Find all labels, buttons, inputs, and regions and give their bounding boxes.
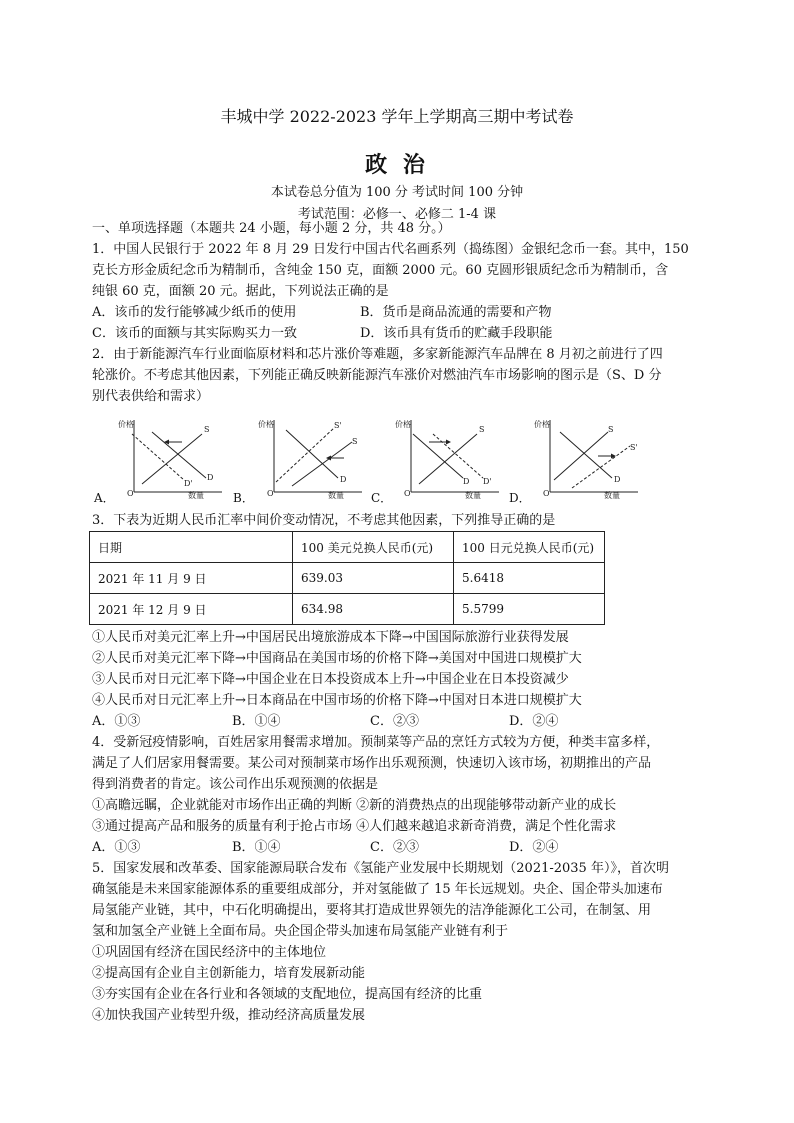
origin-label: O (127, 489, 134, 498)
q1-option-a: A．该币的发行能够减少纸币的使用 (92, 305, 297, 320)
q3-statement-4: ④人民币对日元汇率上升→日本商品在中国市场的价格下降→中国对日本进口规模扩大 (92, 693, 582, 708)
origin-label: O (267, 489, 274, 498)
q1-stem-line-1: 1．中国人民银行于 2022 年 8 月 29 日发行中国古代名画系列（捣练图）金银纪念币一套。其中，150 (92, 242, 689, 257)
q1-option-c: C．该币的面额与其实际购买力一致 (92, 326, 297, 341)
shift-arrowhead (446, 440, 451, 445)
q3-option-b: B．①④ (232, 714, 281, 729)
supply-curve-s-prime (572, 446, 630, 488)
q4-statement-3-4: ③通过提高产品和服务的质量有利于抢占市场 ④人们越来越追求新奇消费，满足个性化需求 (92, 819, 617, 834)
q4-option-d: D．②④ (509, 840, 559, 855)
supply-curve-s-prime (276, 428, 334, 482)
s-label: S (479, 425, 485, 434)
s-prime-label: S' (630, 443, 638, 452)
q4-statement-1-2: ①高瞻远瞩，企业就能对市场作出正确的判断 ②新的消费热点的出现能够带动新产业的成长 (92, 798, 617, 813)
q3-option-c: C．②③ (370, 714, 419, 729)
q1-stem-line-2: 克长方形金质纪念币为精制币，含纯金 150 克，面额 2000 元。60 克圆形银质纪念币为精制币，含 (92, 263, 669, 278)
y-axis-label: 价格 (258, 420, 274, 429)
q4-stem-line-1: 4．受新冠疫情影响，百姓居家用餐需求增加。预制菜等产品的烹饪方式较为方便，种类丰富多样， (92, 735, 660, 750)
y-axis-label: 价格 (534, 420, 550, 429)
table-row (90, 594, 605, 625)
q2-option-d: D． (509, 491, 531, 505)
y-axis-label: 价格 (118, 420, 134, 429)
q4-option-b: B．①④ (232, 840, 281, 855)
s-label: S (352, 437, 358, 446)
q2-graph-a (116, 416, 226, 500)
header-date: 日期 (90, 532, 293, 563)
demand-curve-d-prime (433, 434, 483, 478)
q5-statement-3: ③夯实国有企业在各行业和各领域的支配地位，提高国有经济的比重 (92, 987, 483, 1002)
s-label: S (608, 425, 614, 434)
row2-date: 2021 年 12 月 9 日 (90, 594, 293, 625)
row1-jpy: 5.6418 (454, 563, 605, 594)
q2-graph-b (256, 416, 366, 500)
d-label: D (340, 475, 347, 484)
table-row (90, 563, 605, 594)
q3-statement-2: ②人民币对美元汇率下降→中国商品在美国市场的价格下降→美国对中国进口规模扩大 (92, 651, 582, 666)
q4-option-a: A．①③ (92, 840, 141, 855)
q2-graph-c (393, 416, 503, 500)
subject-title: 政 治 (365, 152, 429, 178)
header-jpy: 100 日元兑换人民币(元) (454, 532, 605, 563)
score-time-info: 本试卷总分值为 100 分 考试时间 100 分钟 (270, 185, 524, 200)
q5-statement-4: ④加快我国产业转型升级，推动经济高质量发展 (92, 1008, 366, 1023)
d-prime-label: D' (184, 479, 193, 488)
s-prime-label: S' (334, 421, 342, 430)
demand-curve-d-prime (132, 434, 184, 480)
q2-option-a: A． (94, 491, 115, 505)
q3-stem: 3．下表为近期人民币汇率中间价变动情况，不考虑其他因素，下列推导正确的是 (92, 513, 556, 528)
q3-statement-1: ①人民币对美元汇率上升→中国居民出境旅游成本下降→中国国际旅游行业获得发展 (92, 630, 569, 645)
q5-statement-1: ①巩固国有经济在国民经济中的主体地位 (92, 945, 327, 960)
y-axis-label: 价格 (395, 420, 411, 429)
exam-scope: 考试范围：必修一、必修二 1-4 课 (297, 207, 497, 222)
exam-title: 丰城中学 2022-2023 学年上学期高三期中考试卷 (220, 107, 574, 126)
section-heading: 一、单项选择题（本题共 24 小题，每小题 2 分，共 48 分。） (92, 221, 451, 236)
q3-option-d: D．②④ (509, 714, 559, 729)
q1-stem-line-3: 纯银 60 克，面额 20 元。据此，下列说法正确的是 (92, 284, 389, 299)
x-axis-label: 数量 (328, 491, 344, 500)
exchange-rate-table (89, 531, 605, 625)
demand-curve-d (560, 432, 612, 478)
row1-usd: 639.03 (293, 563, 454, 594)
q5-stem-line-4: 氢和加氢全产业链上全面布局。央企国企带头加速布局氢能产业链有利于 (92, 924, 509, 939)
s-label: S (204, 425, 210, 434)
row2-usd: 634.98 (293, 594, 454, 625)
d-label: D (463, 477, 470, 486)
q5-stem-line-3: 局氢能产业链，其中，中石化明确提出，要将其打造成世界领先的洁净能源化工公司，在制氢、用 (92, 903, 652, 918)
q5-stem-line-1: 5．国家发展和改革委、国家能源局联合发布《氢能产业发展中长期规划（2021-2035 年）》，首次明 (92, 861, 669, 876)
q2-option-c: C． (371, 491, 393, 505)
x-axis-label: 数量 (188, 491, 204, 500)
q5-statement-2: ②提高国有企业自主创新能力，培育发展新动能 (92, 966, 366, 981)
d-label: D (614, 475, 621, 484)
q3-option-a: A．①③ (92, 714, 141, 729)
row2-jpy: 5.5799 (454, 594, 605, 625)
header-usd: 100 美元兑换人民币(元) (293, 532, 454, 563)
origin-label: O (543, 489, 550, 498)
d-prime-label: D' (483, 477, 492, 486)
origin-label: O (404, 489, 411, 498)
table-header-row (90, 532, 605, 563)
q1-option-b: B．货币是商品流通的需要和产物 (360, 305, 552, 320)
demand-curve-d (413, 434, 463, 478)
q2-stem-line-2: 轮涨价。不考虑其他因素，下列能正确反映新能源汽车涨价对燃油汽车市场影响的图示是（S、D 分 (92, 368, 662, 383)
q1-option-d: D．该币具有货币的贮藏手段职能 (360, 326, 553, 341)
d-label: D (207, 473, 214, 482)
q4-option-c: C．②③ (370, 840, 419, 855)
q2-stem-line-3: 别代表供给和需求） (92, 389, 210, 404)
q2-graph-d (532, 416, 642, 500)
q3-statement-3: ③人民币对日元汇率下降→中国企业在日本投资成本上升→中国企业在日本投资减少 (92, 672, 569, 687)
demand-curve-d (152, 432, 206, 478)
x-axis-label: 数量 (604, 491, 620, 500)
q4-stem-line-3: 得到消费者的肯定。该公司作出乐观预测的依据是 (92, 777, 379, 792)
q2-stem-line-1: 2．由于新能源汽车行业面临原材料和芯片涨价等难题，多家新能源汽车品牌在 8 月初之前进行了四 (92, 347, 663, 362)
q2-option-b: B． (233, 491, 254, 505)
q4-stem-line-2: 满足了人们居家用餐需要。某公司对预制菜市场作出乐观预测，快速切入该市场，初期推出的产品 (92, 756, 652, 771)
row1-date: 2021 年 11 月 9 日 (90, 563, 293, 594)
q5-stem-line-2: 确氢能是未来国家能源体系的重要组成部分，并对氢能做了 15 年长远规划。央企、国企带头加速布 (92, 882, 663, 897)
x-axis-label: 数量 (465, 491, 481, 500)
